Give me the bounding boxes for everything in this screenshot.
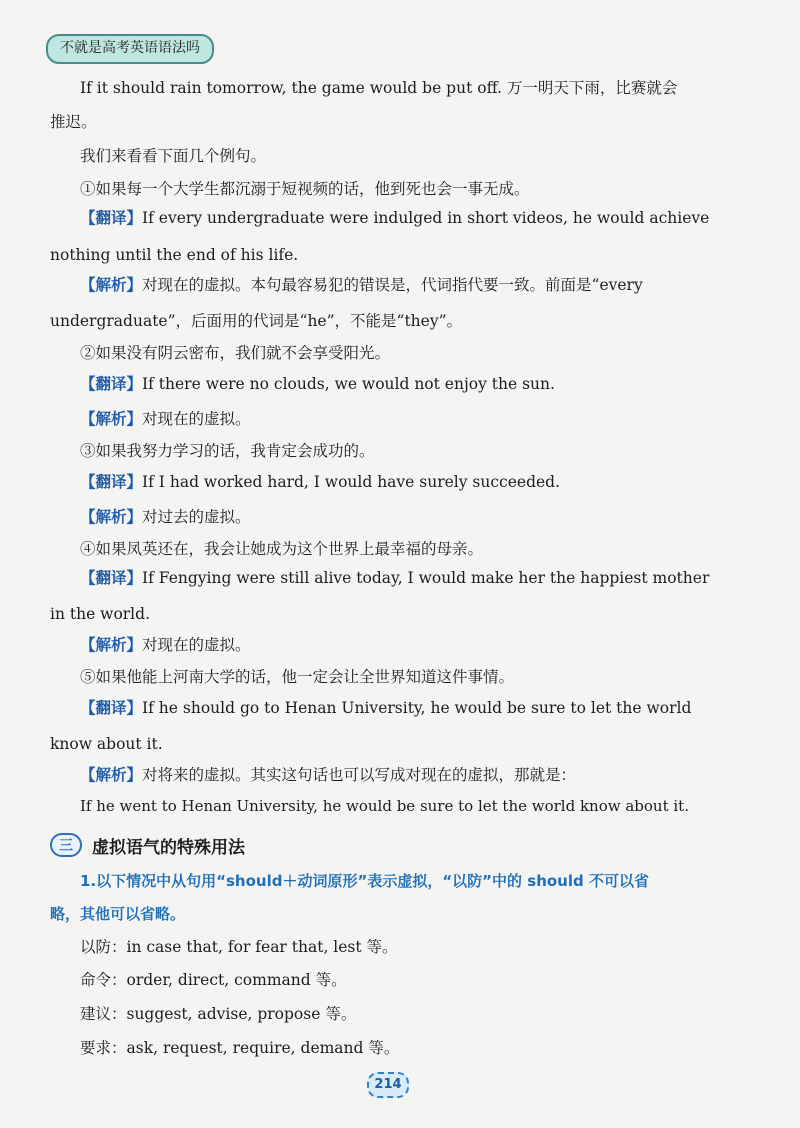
example-3: ③如果我努力学习的话，我肯定会成功的。: [80, 442, 375, 460]
analysis-text: 对将来的虚拟。其实这句话也可以写成对现在的虚拟，那就是：: [142, 766, 577, 784]
text-line: undergraduate”，后面用的代词是“he”，不能是“they”。: [50, 312, 463, 330]
translation-tag: 【翻译】: [80, 699, 143, 717]
list-item: 建议：suggest, advise, propose 等。: [80, 1005, 357, 1023]
translation-tag: 【翻译】: [80, 209, 143, 227]
analysis-line: [80, 408, 251, 430]
analysis-tag: 【解析】: [80, 766, 143, 784]
text-line: nothing until the end of his life.: [50, 246, 299, 264]
rule-line: 略，其他可以省略。: [50, 905, 186, 923]
translation-text: If I had worked hard, I would have surely succeeded.: [142, 473, 561, 491]
list-item: 命令：order, direct, command 等。: [80, 971, 347, 989]
text-line: If it should rain tomorrow, the game would be put off. 万一明天下雨，比赛就会: [80, 79, 678, 97]
text-line: 我们来看看下面几个例句。: [80, 147, 267, 165]
translation-line: [80, 207, 709, 229]
header-badge: 不就是高考英语语法吗: [46, 34, 214, 64]
analysis-text: 对现在的虚拟。: [142, 410, 251, 428]
analysis-line: [80, 764, 576, 786]
rule-line: 1.以下情况中从句用“should＋动词原形”表示虚拟，“以防”中的 should 不可以省: [80, 872, 649, 890]
translation-line: [80, 471, 560, 493]
list-item: 以防：in case that, for fear that, lest 等。: [80, 938, 398, 956]
translation-tag: 【翻译】: [80, 375, 143, 393]
text-line: know about it.: [50, 735, 163, 753]
section-heading: [50, 833, 245, 857]
translation-text: If every undergraduate were indulged in short videos, he would achieve: [142, 209, 710, 227]
example-4: ④如果凤英还在，我会让她成为这个世界上最幸福的母亲。: [80, 540, 484, 558]
translation-tag: 【翻译】: [80, 473, 143, 491]
translation-text: If there were no clouds, we would not enjoy the sun.: [142, 375, 555, 393]
translation-tag: 【翻译】: [80, 569, 143, 587]
analysis-tag: 【解析】: [80, 276, 143, 294]
translation-line: [80, 697, 691, 719]
page-number: 214: [367, 1072, 409, 1098]
list-item: 要求：ask, request, require, demand 等。: [80, 1039, 400, 1057]
analysis-text: 对现在的虚拟。本句最容易犯的错误是，代词指代要一致。前面是“every: [142, 276, 643, 294]
analysis-line: [80, 274, 643, 296]
analysis-tag: 【解析】: [80, 636, 143, 654]
translation-text: If Fengying were still alive today, I would make her the happiest mother: [142, 569, 710, 587]
example-2: ②如果没有阴云密布，我们就不会享受阳光。: [80, 344, 391, 362]
translation-line: [80, 567, 709, 589]
analysis-tag: 【解析】: [80, 410, 143, 428]
text-line: If he went to Henan University, he would be sure to let the world know about it.: [80, 797, 689, 815]
analysis-text: 对过去的虚拟。: [142, 508, 251, 526]
text-line: 推迟。: [50, 113, 97, 131]
example-1: ①如果每一个大学生都沉溺于短视频的话，他到死也会一事无成。: [80, 180, 530, 198]
section-number-badge: 三: [50, 833, 82, 857]
translation-text: If he should go to Henan University, he would be sure to let the world: [142, 699, 692, 717]
example-5: ⑤如果他能上河南大学的话，他一定会让全世界知道这件事情。: [80, 668, 515, 686]
text-line: in the world.: [50, 605, 150, 623]
analysis-line: [80, 506, 251, 528]
analysis-text: 对现在的虚拟。: [142, 636, 251, 654]
translation-line: [80, 373, 555, 395]
analysis-line: [80, 634, 251, 656]
analysis-tag: 【解析】: [80, 508, 143, 526]
section-title: 虚拟语气的特殊用法: [92, 837, 245, 858]
